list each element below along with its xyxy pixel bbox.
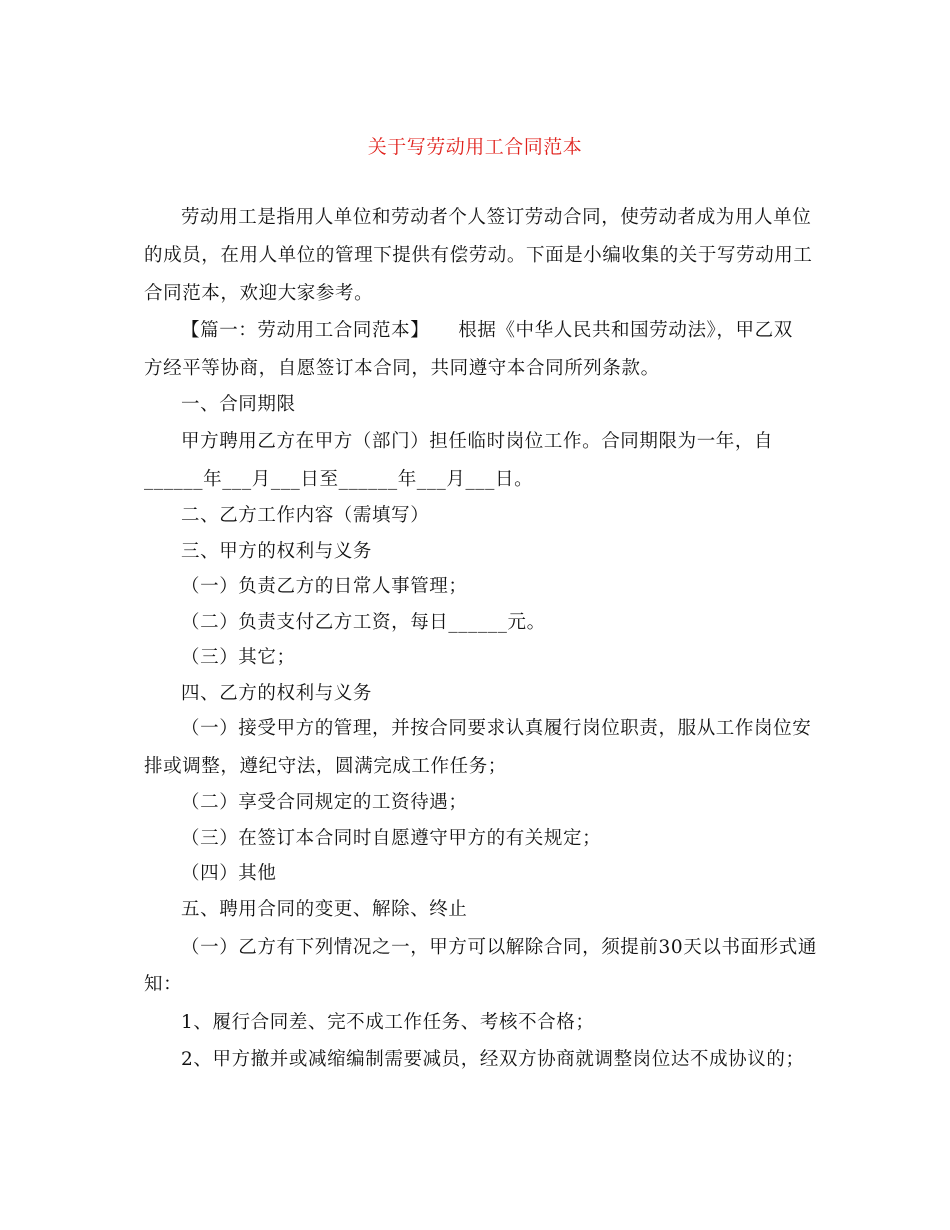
list-item: 排或调整，遵纪守法，圆满完成工作任务； [144,756,507,777]
list-item: （二）负责支付乙方工资，每日______元。 [181,612,546,633]
list-item: 2、甲方撤并或减缩编制需要减员，经双方协商就调整岗位达不成协议的； [181,1049,805,1070]
list-item: （四）其他 [181,863,277,884]
section-heading: 二、乙方工作内容（需填写） [181,505,430,526]
section-heading: 一、合同期限 [181,394,296,415]
paragraph-line: 合同范本，欢迎大家参考。 [144,283,374,304]
paragraph-line: 劳动用工是指用人单位和劳动者个人签订劳动合同，使劳动者成为用人单位 [181,207,812,228]
list-item: （二）享受合同规定的工资待遇； [181,792,468,813]
paragraph-line: 方经平等协商，自愿签订本合同，共同遵守本合同所列条款。 [144,358,660,379]
list-item: （三）在签订本合同时自愿遵守甲方的有关规定； [181,828,602,849]
section-heading: 五、聘用合同的变更、解除、终止 [181,899,468,920]
paragraph-line: ______年___月___日至______年___月___日。 [144,469,534,490]
list-item: （一）乙方有下列情况之一，甲方可以解除合同，须提前30天以书面形式通 [181,937,817,958]
list-item: 知： [144,974,183,995]
paragraph-line: 的成员，在用人单位的管理下提供有偿劳动。下面是小编收集的关于写劳动用工 [144,245,813,266]
paragraph-line: 甲方聘用乙方在甲方（部门）担任临时岗位工作。合同期限为一年，自 [181,431,774,452]
document-title: 关于写劳动用工合同范本 [367,136,583,158]
list-item: （一）负责乙方的日常人事管理； [181,576,468,597]
list-item: （一）接受甲方的管理，并按合同要求认真履行岗位职责，服从工作岗位安 [181,718,812,739]
list-item: （三）其它； [181,647,296,668]
section-heading: 三、甲方的权利与义务 [181,541,373,562]
section-heading: 四、乙方的权利与义务 [181,683,373,704]
paragraph-line: 【篇一：劳动用工合同范本】 根据《中华人民共和国劳动法》，甲乙双 [181,320,793,341]
list-item: 1、履行合同差、完不成工作任务、考核不合格； [181,1012,595,1033]
